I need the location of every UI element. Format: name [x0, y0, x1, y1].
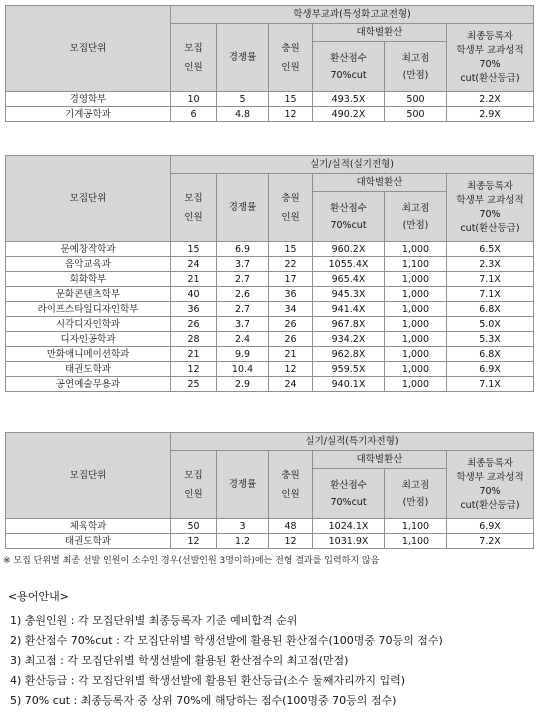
value-cell: 28: [171, 332, 217, 347]
table-row: [6, 317, 534, 332]
value-cell: 500: [385, 107, 447, 122]
dept-header: 모집단위: [6, 433, 171, 519]
results-table-2: [5, 155, 534, 392]
final-header: 최종등록자 학생부 교과성적 70% cut(환산등급): [447, 24, 534, 92]
competition-header: 경쟁률: [217, 451, 269, 519]
table-row: [6, 534, 534, 549]
glossary-item: 4) 환산등급 : 각 모집단위별 학생선발에 활용된 환산등급(소수 둘째자리까지 입력): [10, 674, 406, 687]
dept-name-cell: 체육학과: [6, 519, 171, 534]
value-cell: 2.4: [217, 332, 269, 347]
value-cell: 40: [171, 287, 217, 302]
dept-name-cell: 경영학부: [6, 92, 171, 107]
value-cell: 15: [269, 92, 313, 107]
dept-name-cell: 기계공학과: [6, 107, 171, 122]
value-cell: 12: [269, 534, 313, 549]
value-cell: 12: [269, 107, 313, 122]
value-cell: 1,000: [385, 272, 447, 287]
value-cell: 2.9X: [447, 107, 534, 122]
table-row: [6, 287, 534, 302]
dept-name-cell: 라이프스타일디자인학부: [6, 302, 171, 317]
dept-name-cell: 태권도학과: [6, 362, 171, 377]
value-cell: 967.8X: [313, 317, 385, 332]
dept-name-cell: 음악교육과: [6, 257, 171, 272]
value-cell: 21: [171, 347, 217, 362]
value-cell: 34: [269, 302, 313, 317]
table-row: [6, 272, 534, 287]
value-cell: 6.9: [217, 242, 269, 257]
dept-header: 모집단위: [6, 156, 171, 242]
table-row: [6, 377, 534, 392]
value-cell: 1,000: [385, 317, 447, 332]
value-cell: 965.4X: [313, 272, 385, 287]
glossary-item: 2) 환산점수 70%cut : 각 모집단위별 학생선발에 활용된 환산점수(100명중 70등의 점수): [10, 634, 443, 647]
value-cell: 7.1X: [447, 287, 534, 302]
value-cell: 490.2X: [313, 107, 385, 122]
value-cell: 2.2X: [447, 92, 534, 107]
footnote: ※ 모집 단위별 최종 선발 인원이 소수인 경우(선발인원 3명이하)에는 전형 결과를 입력하지 않음: [3, 556, 380, 566]
conv-score-header: 환산점수 70%cut: [313, 469, 385, 519]
value-cell: 4.8: [217, 107, 269, 122]
value-cell: 2.9: [217, 377, 269, 392]
value-cell: 6.8X: [447, 347, 534, 362]
value-cell: 960.2X: [313, 242, 385, 257]
value-cell: 962.8X: [313, 347, 385, 362]
max-score-header: 최고점 (만점): [385, 192, 447, 242]
value-cell: 26: [269, 317, 313, 332]
filled-header: 충원 인원: [269, 174, 313, 242]
value-cell: 1,000: [385, 362, 447, 377]
value-cell: 50: [171, 519, 217, 534]
value-cell: 493.5X: [313, 92, 385, 107]
table-row: [6, 362, 534, 377]
recruit-header: 모집 인원: [171, 451, 217, 519]
value-cell: 7.1X: [447, 377, 534, 392]
value-cell: 48: [269, 519, 313, 534]
dept-name-cell: 문예창작학과: [6, 242, 171, 257]
final-header: 최종등록자 학생부 교과성적 70% cut(환산등급): [447, 451, 534, 519]
competition-header: 경쟁률: [217, 24, 269, 92]
value-cell: 945.3X: [313, 287, 385, 302]
dept-name-cell: 디자인공학과: [6, 332, 171, 347]
value-cell: 36: [171, 302, 217, 317]
glossary-item: 1) 충원인원 : 각 모집단위별 최종등록자 기준 예비합격 순위: [10, 614, 298, 627]
conv-score-header: 환산점수 70%cut: [313, 192, 385, 242]
value-cell: 10.4: [217, 362, 269, 377]
table-row: [6, 332, 534, 347]
dept-name-cell: 시각디자인학과: [6, 317, 171, 332]
max-score-header: 최고점 (만점): [385, 42, 447, 92]
value-cell: 26: [171, 317, 217, 332]
section-title: 학생부교과(특성화고교전형): [171, 6, 534, 24]
value-cell: 940.1X: [313, 377, 385, 392]
value-cell: 6.9X: [447, 519, 534, 534]
value-cell: 1024.1X: [313, 519, 385, 534]
value-cell: 1,100: [385, 257, 447, 272]
value-cell: 2.3X: [447, 257, 534, 272]
value-cell: 500: [385, 92, 447, 107]
dept-name-cell: 문화콘텐츠학부: [6, 287, 171, 302]
conv-score-header: 환산점수 70%cut: [313, 42, 385, 92]
value-cell: 1,100: [385, 519, 447, 534]
value-cell: 5: [217, 92, 269, 107]
value-cell: 6.8X: [447, 302, 534, 317]
value-cell: 12: [269, 362, 313, 377]
competition-header: 경쟁률: [217, 174, 269, 242]
glossary-item: 3) 최고점 : 각 모집단위별 학생선발에 활용된 환산점수의 최고점(만점): [10, 654, 349, 667]
value-cell: 3.7: [217, 257, 269, 272]
value-cell: 959.5X: [313, 362, 385, 377]
table-row: [6, 257, 534, 272]
value-cell: 1,000: [385, 242, 447, 257]
dept-name-cell: 태권도학과: [6, 534, 171, 549]
value-cell: 12: [171, 534, 217, 549]
value-cell: 6: [171, 107, 217, 122]
recruit-header: 모집 인원: [171, 24, 217, 92]
glossary-item: 5) 70% cut : 최종등록자 중 상위 70%에 해당하는 점수(100명중 70등의 점수): [10, 694, 397, 707]
dept-header: 모집단위: [6, 6, 171, 92]
value-cell: 2.6: [217, 287, 269, 302]
univ-conv-header: 대학별환산: [313, 174, 447, 192]
dept-name-cell: 만화애니메이션학과: [6, 347, 171, 362]
table-row: [6, 302, 534, 317]
table-row: [6, 92, 534, 107]
value-cell: 21: [171, 272, 217, 287]
results-table-3: [5, 432, 534, 549]
univ-conv-header: 대학별환산: [313, 451, 447, 469]
value-cell: 24: [171, 257, 217, 272]
table-row: [6, 107, 534, 122]
value-cell: 21: [269, 347, 313, 362]
table-row: [6, 242, 534, 257]
value-cell: 12: [171, 362, 217, 377]
final-header: 최종등록자 학생부 교과성적 70% cut(환산등급): [447, 174, 534, 242]
table-row: [6, 347, 534, 362]
filled-header: 충원 인원: [269, 451, 313, 519]
value-cell: 7.2X: [447, 534, 534, 549]
max-score-header: 최고점 (만점): [385, 469, 447, 519]
value-cell: 2.7: [217, 302, 269, 317]
value-cell: 1,000: [385, 287, 447, 302]
value-cell: 1,000: [385, 302, 447, 317]
univ-conv-header: 대학별환산: [313, 24, 447, 42]
recruit-header: 모집 인원: [171, 174, 217, 242]
value-cell: 36: [269, 287, 313, 302]
value-cell: 26: [269, 332, 313, 347]
dept-name-cell: 회화학부: [6, 272, 171, 287]
value-cell: 15: [171, 242, 217, 257]
value-cell: 5.0X: [447, 317, 534, 332]
value-cell: 9.9: [217, 347, 269, 362]
value-cell: 7.1X: [447, 272, 534, 287]
value-cell: 941.4X: [313, 302, 385, 317]
value-cell: 25: [171, 377, 217, 392]
value-cell: 22: [269, 257, 313, 272]
value-cell: 934.2X: [313, 332, 385, 347]
value-cell: 15: [269, 242, 313, 257]
value-cell: 6.5X: [447, 242, 534, 257]
dept-name-cell: 공연예술무용과: [6, 377, 171, 392]
filled-header: 충원 인원: [269, 24, 313, 92]
value-cell: 1.2: [217, 534, 269, 549]
value-cell: 5.3X: [447, 332, 534, 347]
value-cell: 24: [269, 377, 313, 392]
value-cell: 17: [269, 272, 313, 287]
value-cell: 3: [217, 519, 269, 534]
value-cell: 6.9X: [447, 362, 534, 377]
section-title: 실기/실적(실기전형): [171, 156, 534, 174]
table-row: [6, 519, 534, 534]
value-cell: 1,000: [385, 347, 447, 362]
value-cell: 1,000: [385, 332, 447, 347]
value-cell: 1,000: [385, 377, 447, 392]
section-title: 실기/실적(특기자전형): [171, 433, 534, 451]
value-cell: 10: [171, 92, 217, 107]
value-cell: 3.7: [217, 317, 269, 332]
value-cell: 1055.4X: [313, 257, 385, 272]
value-cell: 1,100: [385, 534, 447, 549]
results-table-1: [5, 5, 534, 122]
value-cell: 2.7: [217, 272, 269, 287]
glossary-title: <용어안내>: [8, 590, 69, 603]
value-cell: 1031.9X: [313, 534, 385, 549]
